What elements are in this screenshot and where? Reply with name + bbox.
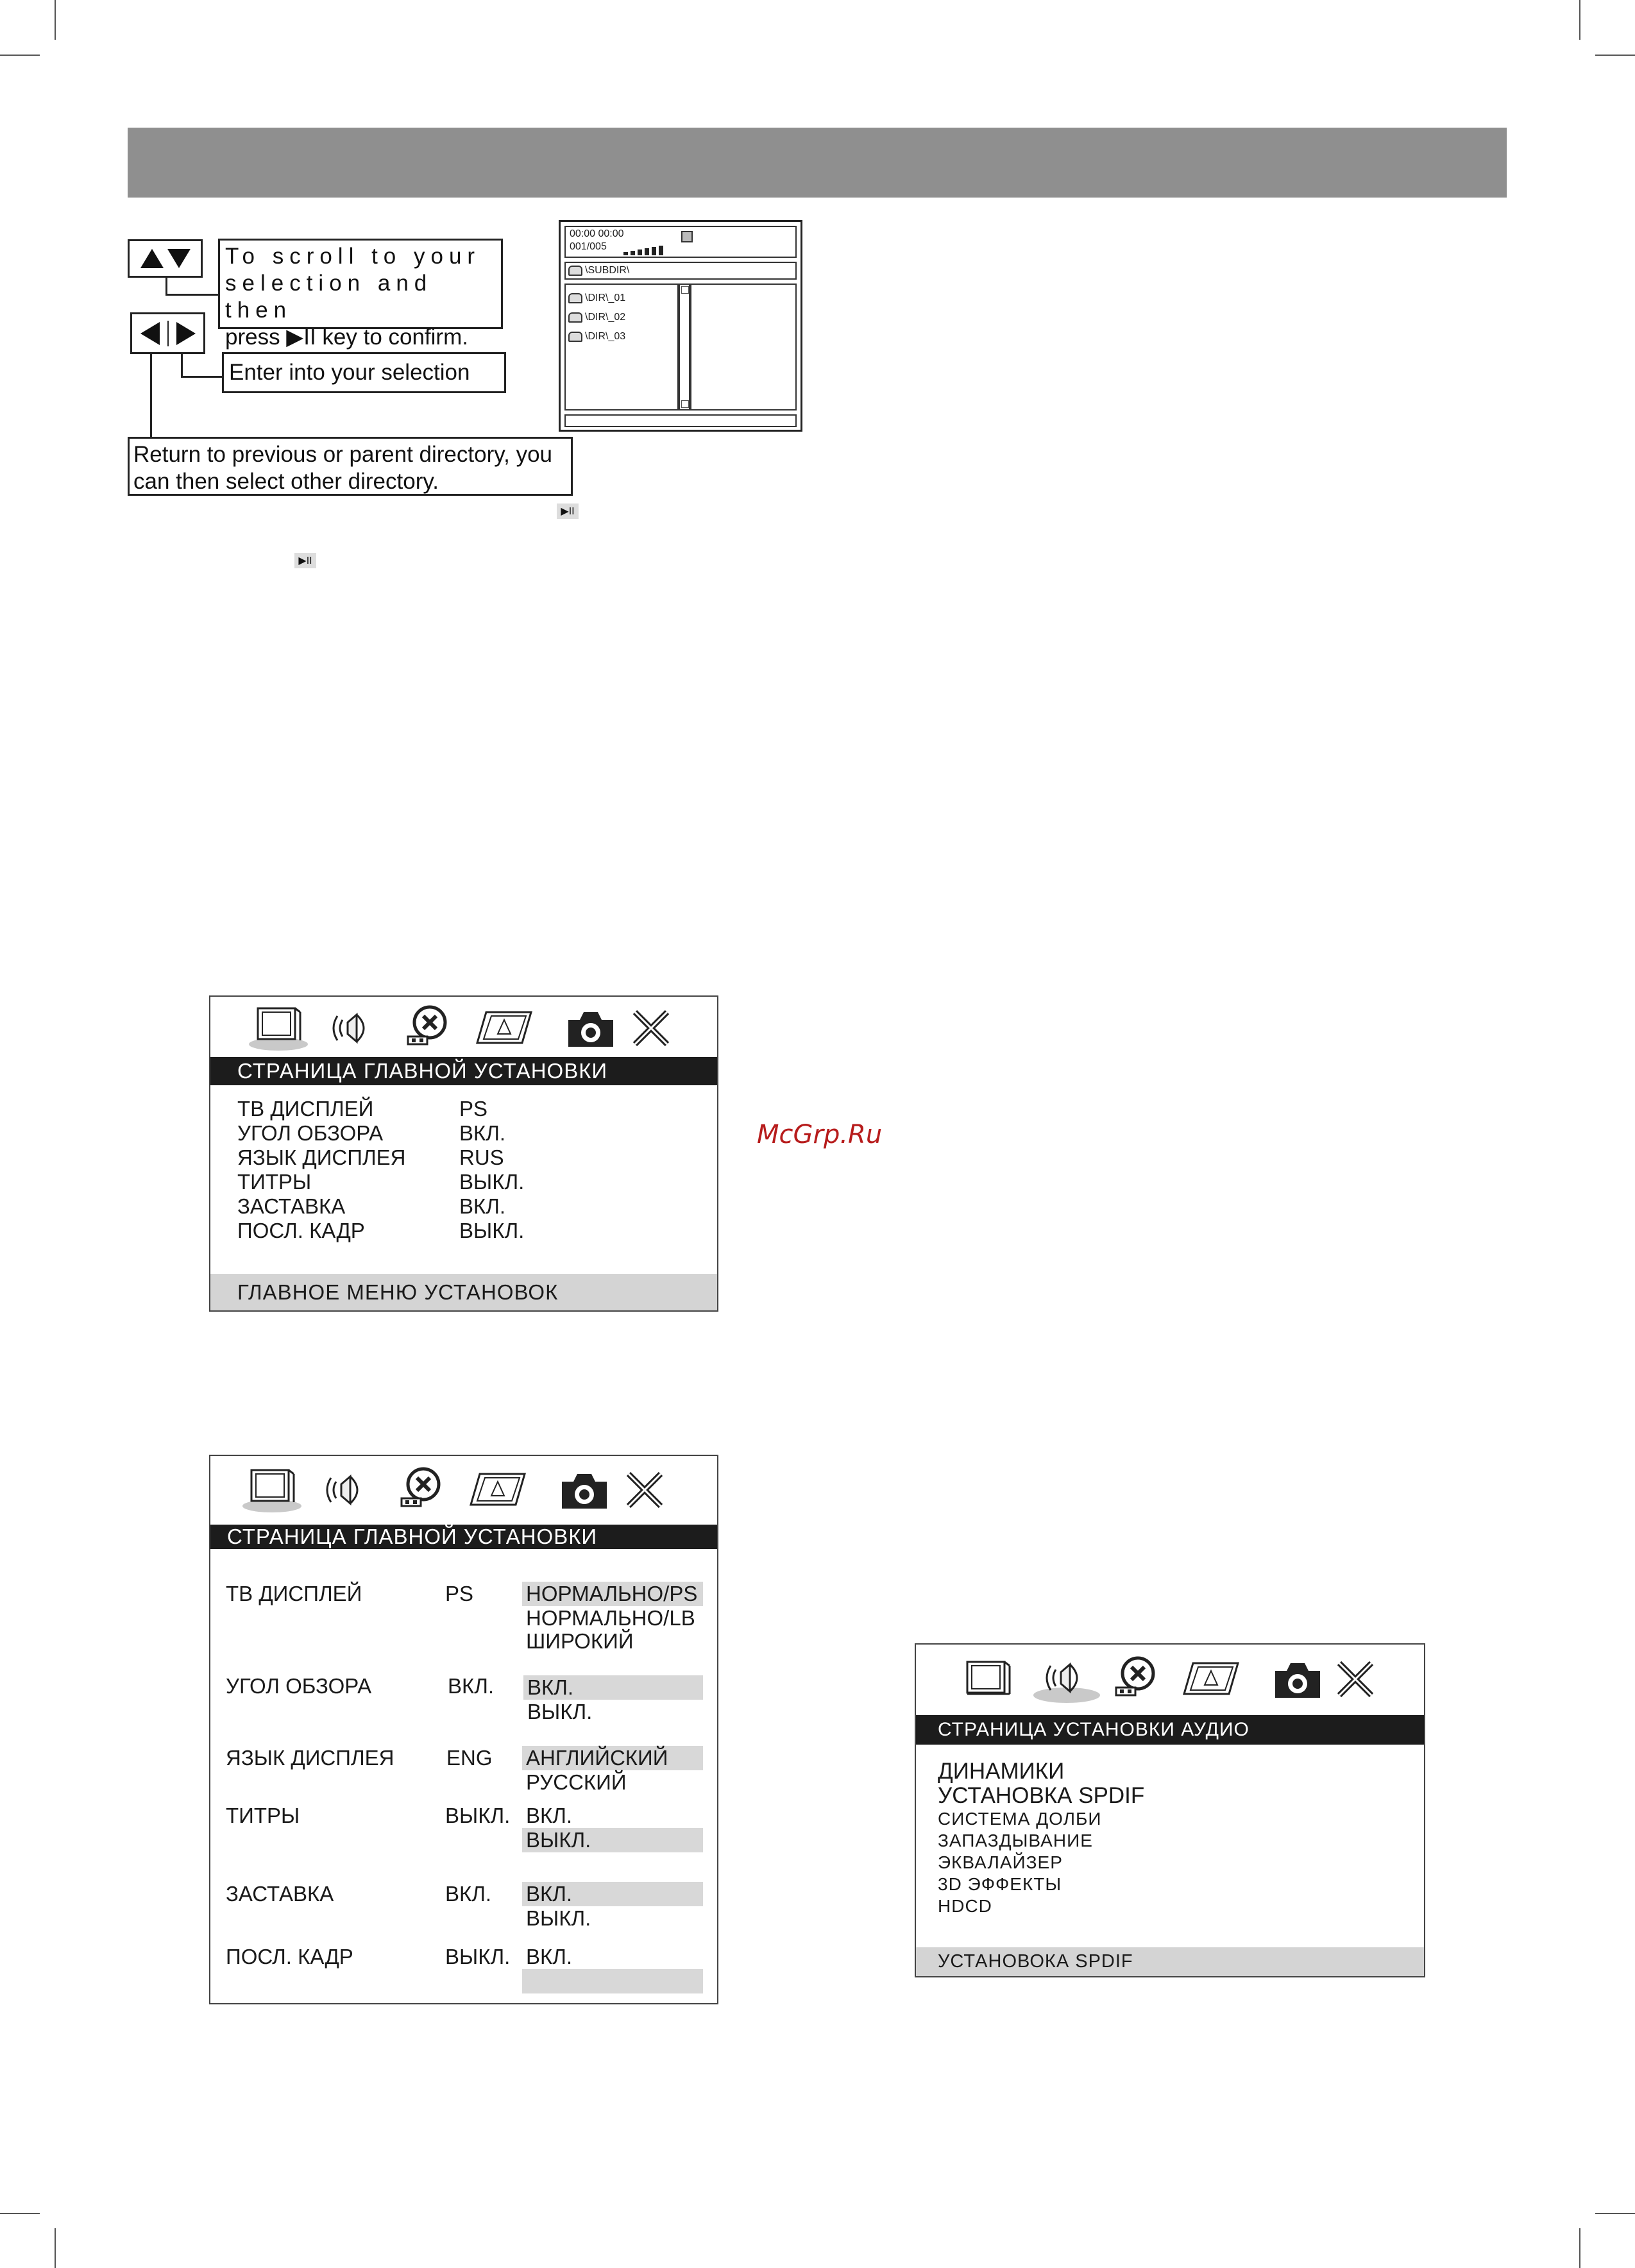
setting-value[interactable]: ВКЛ. <box>459 1194 506 1218</box>
setting-label[interactable]: ЯЗЫК ДИСПЛЕЯ <box>237 1146 406 1169</box>
scrollbar[interactable] <box>679 284 690 410</box>
setting-value[interactable]: ENG <box>446 1746 493 1770</box>
camera-icon[interactable] <box>557 1465 612 1514</box>
film-reel-icon[interactable] <box>395 1465 446 1514</box>
menu-item[interactable]: ЗАПАЗДЫВАНИЕ <box>938 1831 1093 1850</box>
option[interactable]: РУССКИЙ <box>526 1770 627 1794</box>
setting-value[interactable]: ВЫКЛ. <box>445 1945 511 1968</box>
crop-mark <box>0 2213 40 2214</box>
audio-setup-panel <box>915 1643 1425 1977</box>
return-line-1: Return to previous or parent directory, you <box>133 442 553 467</box>
setting-label[interactable]: ПОСЛ. КАДР <box>237 1219 365 1242</box>
menu-item[interactable]: HDCD <box>938 1896 992 1916</box>
folder-icon <box>568 332 582 342</box>
arrow-up-icon <box>140 249 164 268</box>
crop-mark <box>55 0 56 40</box>
option-selected[interactable]: ВЫКЛ. <box>522 1828 703 1852</box>
tv-icon[interactable] <box>246 1003 310 1052</box>
tv-icon[interactable] <box>960 1654 1017 1703</box>
scroll-line-2: selection and then <box>225 271 433 323</box>
folder-icon <box>568 266 582 276</box>
arrow-right-icon <box>176 322 196 345</box>
file-browser-screen <box>559 220 802 432</box>
menu-icon-row[interactable] <box>916 1652 1424 1705</box>
picture-icon[interactable] <box>1179 1654 1243 1703</box>
setting-label[interactable]: ПОСЛ. КАДР <box>226 1945 353 1968</box>
setting-label[interactable]: ТИТРЫ <box>226 1804 300 1827</box>
close-icon[interactable] <box>1333 1654 1378 1703</box>
scroll-line-3: press ▶II key to confirm. <box>225 325 468 350</box>
menu-item[interactable]: СИСТЕМА ДОЛБИ <box>938 1809 1102 1829</box>
option[interactable]: ВЫКЛ. <box>526 1906 591 1930</box>
scroll-down-icon[interactable] <box>681 400 689 408</box>
setting-label[interactable]: УГОЛ ОБЗОРА <box>237 1121 384 1145</box>
path-text: \SUBDIR\ <box>585 265 630 276</box>
panel-footer: ГЛАВНОЕ МЕНЮ УСТАНОВОК <box>210 1274 717 1310</box>
close-icon[interactable] <box>629 1003 673 1052</box>
option[interactable]: ВКЛ. <box>526 1945 573 1968</box>
general-setup-panel-1 <box>209 995 718 1312</box>
setting-value[interactable]: ВКЛ. <box>445 1882 492 1906</box>
connector-line <box>165 278 167 296</box>
arrow-left-icon <box>140 322 160 345</box>
setting-label[interactable]: ТВ ДИСПЛЕЙ <box>237 1097 374 1121</box>
menu-item[interactable]: УСТАНОВКА SPDIF <box>938 1783 1145 1808</box>
option-selected[interactable]: ВКЛ. <box>523 1675 703 1700</box>
folder-icon <box>568 312 582 323</box>
connector-line <box>181 354 183 378</box>
option[interactable]: ВЫКЛ. <box>527 1700 593 1723</box>
panel-title: СТРАНИЦА ГЛАВНОЙ УСТАНОВКИ <box>210 1525 717 1549</box>
setting-value[interactable]: ВКЛ. <box>459 1121 506 1145</box>
enter-text: Enter into your selection <box>229 360 470 385</box>
speaker-icon[interactable] <box>322 1465 373 1514</box>
time-display: 00:00 00:00 <box>570 228 624 239</box>
setting-label[interactable]: ЗАСТАВКА <box>226 1882 334 1906</box>
track-display: 001/005 <box>570 241 607 252</box>
path-bar <box>564 262 797 280</box>
scroll-up-icon[interactable] <box>681 286 689 294</box>
setting-value[interactable]: ВЫКЛ. <box>445 1804 511 1827</box>
film-reel-icon[interactable] <box>402 1003 453 1052</box>
connector-line <box>150 354 152 437</box>
speaker-icon[interactable] <box>1031 1653 1102 1704</box>
menu-icon-row[interactable] <box>210 1002 717 1053</box>
crop-mark <box>55 2228 56 2268</box>
bottom-bar <box>564 414 797 427</box>
preview-panel <box>690 284 797 410</box>
section-header-bar <box>128 128 1507 198</box>
folder-list[interactable] <box>564 284 679 410</box>
enter-annotation <box>222 352 506 393</box>
setting-label[interactable]: ТВ ДИСПЛЕЙ <box>226 1582 362 1605</box>
crop-mark <box>1579 0 1580 40</box>
option[interactable]: ШИРОКИЙ <box>526 1629 634 1653</box>
watermark: McGrp.Ru <box>757 1120 883 1149</box>
return-line-2: can then select other directory. <box>133 469 439 494</box>
setting-value[interactable]: ВКЛ. <box>448 1674 495 1698</box>
option-selected[interactable]: НОРМАЛЬНО/PS <box>522 1582 703 1606</box>
option-selected[interactable] <box>522 1969 703 1993</box>
list-item[interactable]: \DIR\_03 <box>568 331 625 343</box>
option-selected[interactable]: ВКЛ. <box>522 1882 703 1906</box>
option[interactable]: ВКЛ. <box>526 1804 573 1827</box>
menu-icon-row[interactable] <box>210 1464 717 1515</box>
stop-icon <box>681 231 693 242</box>
setting-label[interactable]: ТИТРЫ <box>237 1170 312 1194</box>
connector-line <box>165 294 219 296</box>
camera-icon[interactable] <box>563 1003 618 1052</box>
setting-value[interactable]: PS <box>445 1582 474 1605</box>
option[interactable]: НОРМАЛЬНО/LB <box>526 1606 695 1630</box>
return-annotation <box>128 437 573 496</box>
folder-icon <box>568 293 582 303</box>
panel-title: СТРАНИЦА УСТАНОВКИ АУДИО <box>916 1715 1424 1745</box>
film-reel-icon[interactable] <box>1110 1654 1161 1703</box>
status-panel <box>564 226 797 258</box>
panel-title: СТРАНИЦА ГЛАВНОЙ УСТАНОВКИ <box>210 1057 717 1085</box>
setting-label[interactable]: УГОЛ ОБЗОРА <box>226 1674 372 1698</box>
connector-line <box>181 376 223 378</box>
speaker-icon[interactable] <box>328 1003 380 1052</box>
setting-value[interactable]: ВЫКЛ. <box>459 1219 525 1242</box>
crop-mark <box>0 55 40 56</box>
list-item[interactable]: \DIR\_01 <box>568 292 625 304</box>
scroll-line-1: To scroll to your <box>225 244 481 269</box>
crop-mark <box>1579 2228 1580 2268</box>
crop-mark <box>1595 55 1635 56</box>
scroll-annotation <box>218 239 503 350</box>
setting-label[interactable]: ЗАСТАВКА <box>237 1194 346 1218</box>
crop-mark <box>1595 2213 1635 2214</box>
up-down-buttons <box>128 239 203 278</box>
list-item[interactable]: \DIR\_02 <box>568 312 625 323</box>
play-pause-icon: ▶II <box>557 504 579 519</box>
setting-label[interactable]: ЯЗЫК ДИСПЛЕЯ <box>226 1746 394 1770</box>
signal-bars-icon <box>623 245 675 255</box>
picture-icon[interactable] <box>472 1003 536 1052</box>
play-pause-icon: ▶II <box>294 553 316 568</box>
close-icon[interactable] <box>622 1465 667 1514</box>
setting-value[interactable]: PS <box>459 1097 488 1121</box>
setting-value[interactable]: ВЫКЛ. <box>459 1170 525 1194</box>
menu-item[interactable]: ЭКВАЛАЙЗЕР <box>938 1852 1063 1872</box>
arrow-down-icon <box>167 249 191 268</box>
menu-item[interactable]: ДИНАМИКИ <box>938 1759 1065 1784</box>
menu-item[interactable]: 3D ЭФФЕКТЫ <box>938 1874 1062 1894</box>
picture-icon[interactable] <box>466 1465 530 1514</box>
tv-icon[interactable] <box>240 1465 304 1514</box>
left-right-buttons <box>130 312 205 354</box>
setting-value[interactable]: RUS <box>459 1146 504 1169</box>
option-selected[interactable]: АНГЛИЙСКИЙ <box>522 1746 703 1770</box>
general-setup-panel-2 <box>209 1455 718 2004</box>
panel-footer: УСТАНОВОКА SPDIF <box>916 1947 1424 1976</box>
camera-icon[interactable] <box>1270 1654 1325 1703</box>
